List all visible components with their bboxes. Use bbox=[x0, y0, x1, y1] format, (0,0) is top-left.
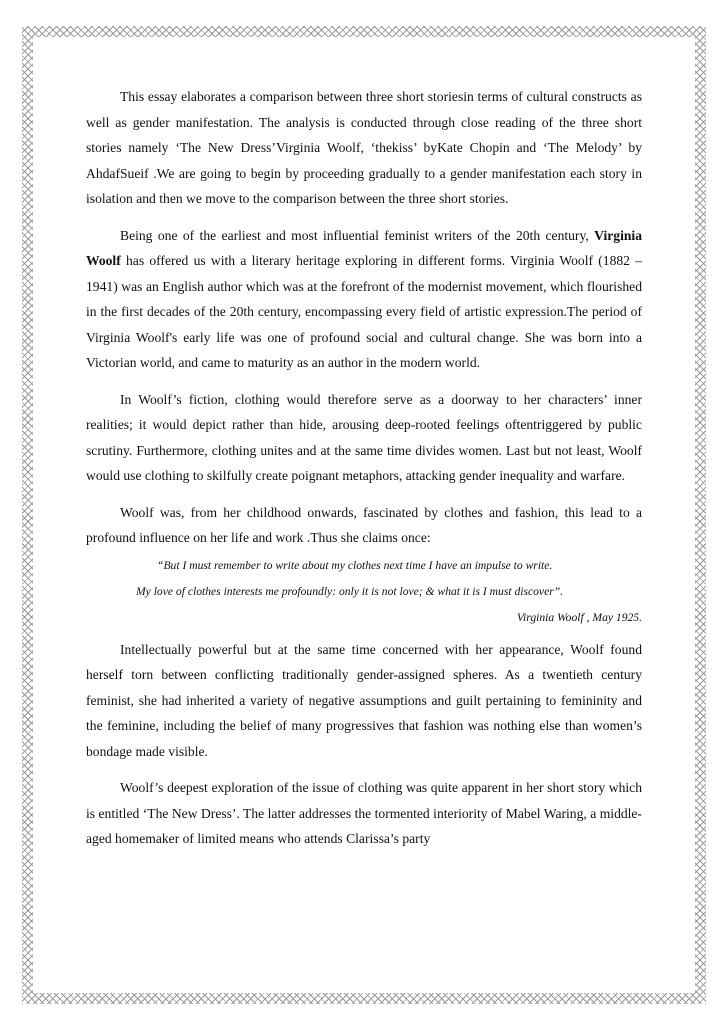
quote-line-1: “But I must remember to write about my clothes next time I have an impulse to write. bbox=[157, 558, 553, 572]
quote-attribution: Virginia Woolf , May 1925. bbox=[516, 610, 642, 624]
paragraph-text: Being one of the earliest and most influential feminist writers of the 20th century, bbox=[120, 227, 595, 243]
paragraph-intro: This essay elaborates a comparison between three short storiesin terms of cultural constructs as well as gender manifestation. The analysis is conducted through close reading of the three short stories namely ‘The New Dress’Virginia Woolf, ‘thekiss’ byKate Chopin and ‘The Melody’ by AhdafSueif .We are going to begin by proceeding gradually to a gender manifestation each story in isolation and then we move to the comparison between the three short stories. bbox=[86, 89, 642, 206]
paragraph-fashion-fascination: Woolf was, from her childhood onwards, fascinated by clothes and fashion, this lead to a profound influence on her life and work .Thus she claims once: bbox=[86, 504, 642, 545]
paragraph-new-dress: Woolf’s deepest exploration of the issue of clothing was quite apparent in her short story which is entitled ‘The New Dress’. The latter addresses the tormented interiority of Mabel Waring, a middle-aged homemaker of limited means who attends Clarissa’s party bbox=[86, 780, 642, 846]
quote-line-2: My love of clothes interests me profoundly: only it is not love; & what it is I must discover”. bbox=[136, 584, 564, 598]
document-body bbox=[86, 84, 642, 863]
paragraph-intellectual: Intellectually powerful but at the same time concerned with her appearance, Woolf found herself torn between conflicting traditionally gender-assigned spheres. As a twentieth century feminist, she had inherited a variety of negative assumptions and guilt pertaining to femininity and the feminine, including the belief of many progressives that fashion was nothing else than women’s bondage made visible. bbox=[86, 641, 642, 759]
paragraph-woolf-bio bbox=[86, 223, 642, 376]
author-name-bold: Virginia Woolf bbox=[86, 227, 642, 268]
paragraph-text: has offered us with a literary heritage exploring in different forms. Virginia Woolf (1882 –1941) was an English author which was at the forefront of the modernist movement, which flourished in the first decades of the 20th century, encompassing every field of artistic expression.The period of Virginia Woolf's early life was one of profound social and cultural change. She was born into a Victorian world, and came to maturity as an author in the modern world. bbox=[86, 253, 642, 370]
paragraph-clothing-fiction: In Woolf’s fiction, clothing would therefore serve as a doorway to her characters’ inner realities; it would depict rather than hide, arousing deep-rooted feelings oftentriggered by public scrutiny. Furthermore, clothing unites and at the same time divides women. Last but not least, Woolf would use clothing to skilfully create poignant metaphors, attacking gender inequality and warfare. bbox=[86, 391, 642, 483]
